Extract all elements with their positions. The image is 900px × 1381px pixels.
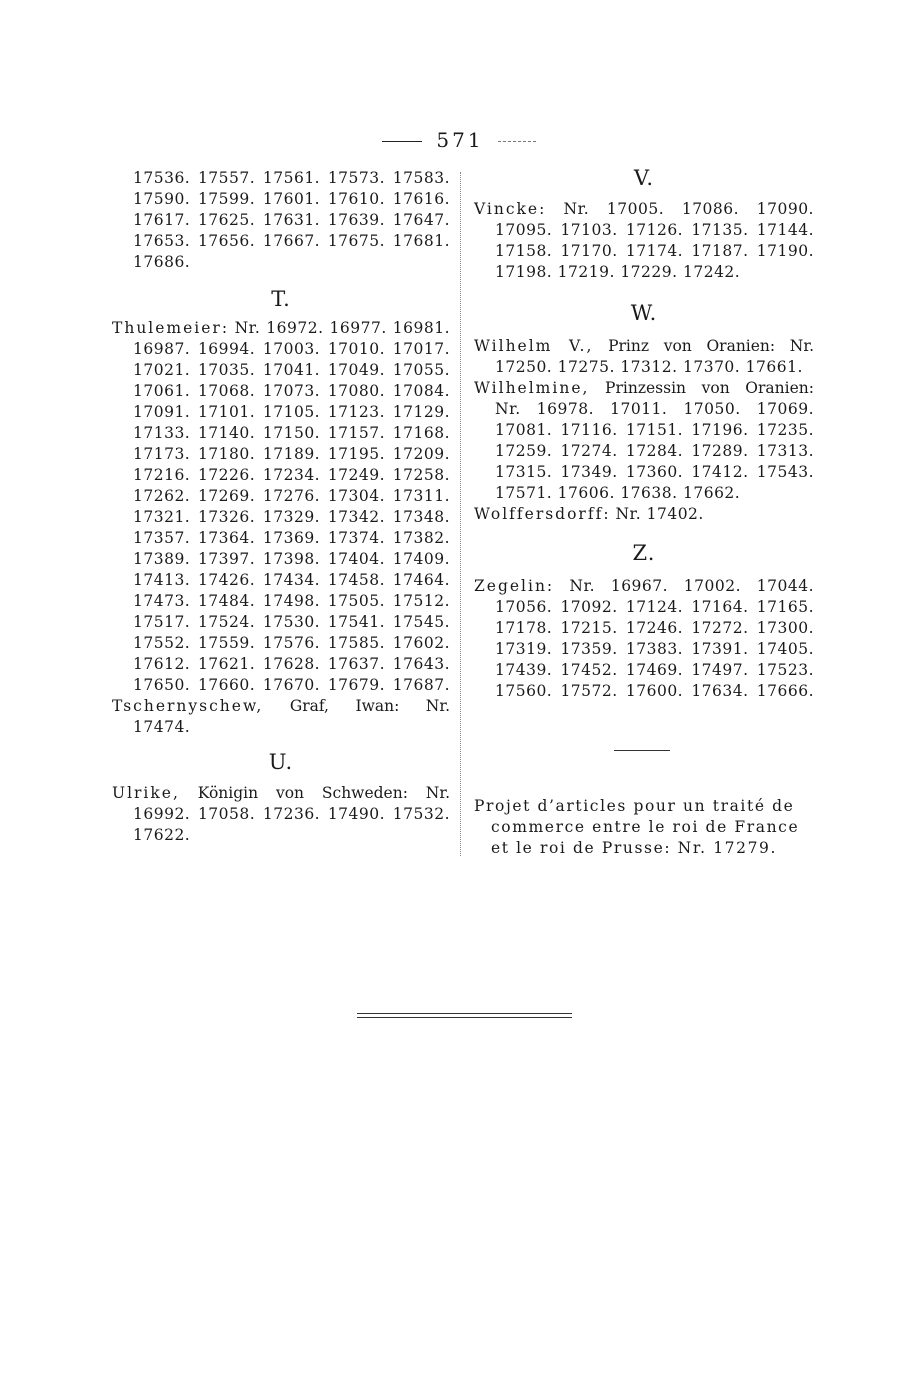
number-line: 17473. 17484. 17498. 17505. 17512. [133, 592, 450, 610]
number-line: 17686. [133, 253, 191, 271]
number-line: 17413. 17426. 17434. 17458. 17464. [133, 571, 450, 589]
entry-first-line [112, 318, 450, 339]
number-line: 17560. 17572. 17600. 17634. 17666. [495, 682, 814, 700]
index-entry-zegelin [474, 576, 814, 702]
number-line: 17250. 17275. 17312. 17370. 17661. [495, 358, 803, 376]
entry-numbers: Nr. 16972. 16977. 16981. [234, 319, 450, 337]
number-line: 17650. 17660. 17670. 17679. 17687. [133, 676, 450, 694]
number-line: 17262. 17269. 17276. 17304. 17311. [133, 487, 450, 505]
entry-name: Ulrike, [112, 784, 180, 802]
head-rule-left [382, 141, 422, 142]
entry-first-line [112, 696, 450, 717]
number-line: 17517. 17524. 17530. 17541. 17545. [133, 613, 450, 631]
entry-first-line [112, 783, 450, 804]
number-line: 17590. 17599. 17601. 17610. 17616. [133, 190, 450, 208]
entry-description: Prinz von Oranien: Nr. [608, 337, 815, 355]
entry-first-line [474, 576, 814, 597]
page-number: 571 [436, 128, 484, 152]
entry-numbers: Nr. 17402. [615, 505, 704, 523]
section-letter-u: U. [268, 750, 294, 774]
entry-first-line [474, 336, 814, 357]
number-line: 17439. 17452. 17469. 17497. 17523. [495, 661, 814, 679]
index-entry-vincke [474, 199, 814, 283]
section-letter-w: W. [630, 301, 658, 325]
number-line: 17091. 17101. 17105. 17123. 17129. [133, 403, 450, 421]
entry-first-line [474, 504, 814, 525]
number-line: 17061. 17068. 17073. 17080. 17084. [133, 382, 450, 400]
number-line: 17198. 17219. 17229. 17242. [495, 263, 741, 281]
end-rule [357, 1013, 572, 1018]
entry-name: Vincke: [474, 200, 547, 218]
entry-name: Wilhelm V., [474, 337, 594, 355]
section-letter-v: V. [633, 166, 655, 190]
entry-description: Prinzessin von Oranien: [605, 379, 814, 397]
entry-description: Graf, Iwan: Nr. [289, 697, 450, 715]
column-divider [460, 172, 461, 856]
number-line: 17622. [133, 826, 191, 844]
number-line: Nr. 16978. 17011. 17050. 17069. [495, 400, 814, 418]
entry-first-line [474, 378, 814, 399]
index-entry-ulrike [112, 783, 450, 846]
number-line: 17474. [133, 718, 191, 736]
number-line: 16992. 17058. 17236. 17490. 17532. [133, 805, 450, 823]
entry-numbers: Nr. 16967. 17002. 17044. [569, 577, 814, 595]
index-entry-wilhelm [474, 336, 814, 378]
continued-entry [112, 168, 450, 273]
index-entry-wilhelmine [474, 378, 814, 504]
number-line: 17653. 17656. 17667. 17675. 17681. [133, 232, 450, 250]
entry-name: Wolffersdorff: [474, 505, 611, 523]
projet-line: commerce entre le roi de France [491, 818, 800, 836]
right-column [474, 166, 815, 857]
index-entry-thulemeier [112, 318, 450, 696]
projet-entry [474, 796, 814, 859]
running-head [0, 128, 900, 156]
number-line: 17571. 17606. 17638. 17662. [495, 484, 741, 502]
number-line: 17612. 17621. 17628. 17637. 17643. [133, 655, 450, 673]
projet-line: et le roi de Prusse: Nr. 17279. [491, 839, 778, 857]
number-line: 17319. 17359. 17383. 17391. 17405. [495, 640, 814, 658]
number-line: 17178. 17215. 17246. 17272. 17300. [495, 619, 814, 637]
number-line: 17617. 17625. 17631. 17639. 17647. [133, 211, 450, 229]
number-line: 17389. 17397. 17398. 17404. 17409. [133, 550, 450, 568]
number-line: 17216. 17226. 17234. 17249. 17258. [133, 466, 450, 484]
entry-name: Wilhelmine, [474, 379, 590, 397]
number-line: 17133. 17140. 17150. 17157. 17168. [133, 424, 450, 442]
left-column [112, 168, 450, 846]
number-line: 17536. 17557. 17561. 17573. 17583. [133, 169, 450, 187]
number-line: 17315. 17349. 17360. 17412. 17543. [495, 463, 814, 481]
number-line: 17056. 17092. 17124. 17164. 17165. [495, 598, 814, 616]
head-rule-right [498, 141, 536, 142]
section-letter-t: T. [271, 287, 291, 311]
number-line: 16987. 16994. 17003. 17010. 17017. [133, 340, 450, 358]
number-line: 17173. 17180. 17189. 17195. 17209. [133, 445, 450, 463]
entry-name: Zegelin: [474, 577, 555, 595]
number-line: 17021. 17035. 17041. 17049. 17055. [133, 361, 450, 379]
entry-description: Königin von Schweden: Nr. [197, 784, 450, 802]
number-line: 17321. 17326. 17329. 17342. 17348. [133, 508, 450, 526]
section-separator [614, 750, 670, 751]
entry-numbers: Nr. 17005. 17086. 17090. [563, 200, 814, 218]
projet-line: Projet d’articles pour un traité de [474, 797, 795, 815]
entry-name: Tschernyschew, [112, 697, 264, 715]
number-line: 17095. 17103. 17126. 17135. 17144. [495, 221, 814, 239]
section-letter-z: Z. [632, 541, 656, 565]
entry-name: Thulemeier: [112, 319, 230, 337]
number-line: 17552. 17559. 17576. 17585. 17602. [133, 634, 450, 652]
index-entry-wolffersdorff [474, 504, 814, 525]
index-entry-tschernyschew [112, 696, 450, 738]
number-line: 17158. 17170. 17174. 17187. 17190. [495, 242, 814, 260]
number-line: 17081. 17116. 17151. 17196. 17235. [495, 421, 814, 439]
number-line: 17259. 17274. 17284. 17289. 17313. [495, 442, 814, 460]
entry-first-line [474, 199, 814, 220]
number-line: 17357. 17364. 17369. 17374. 17382. [133, 529, 450, 547]
